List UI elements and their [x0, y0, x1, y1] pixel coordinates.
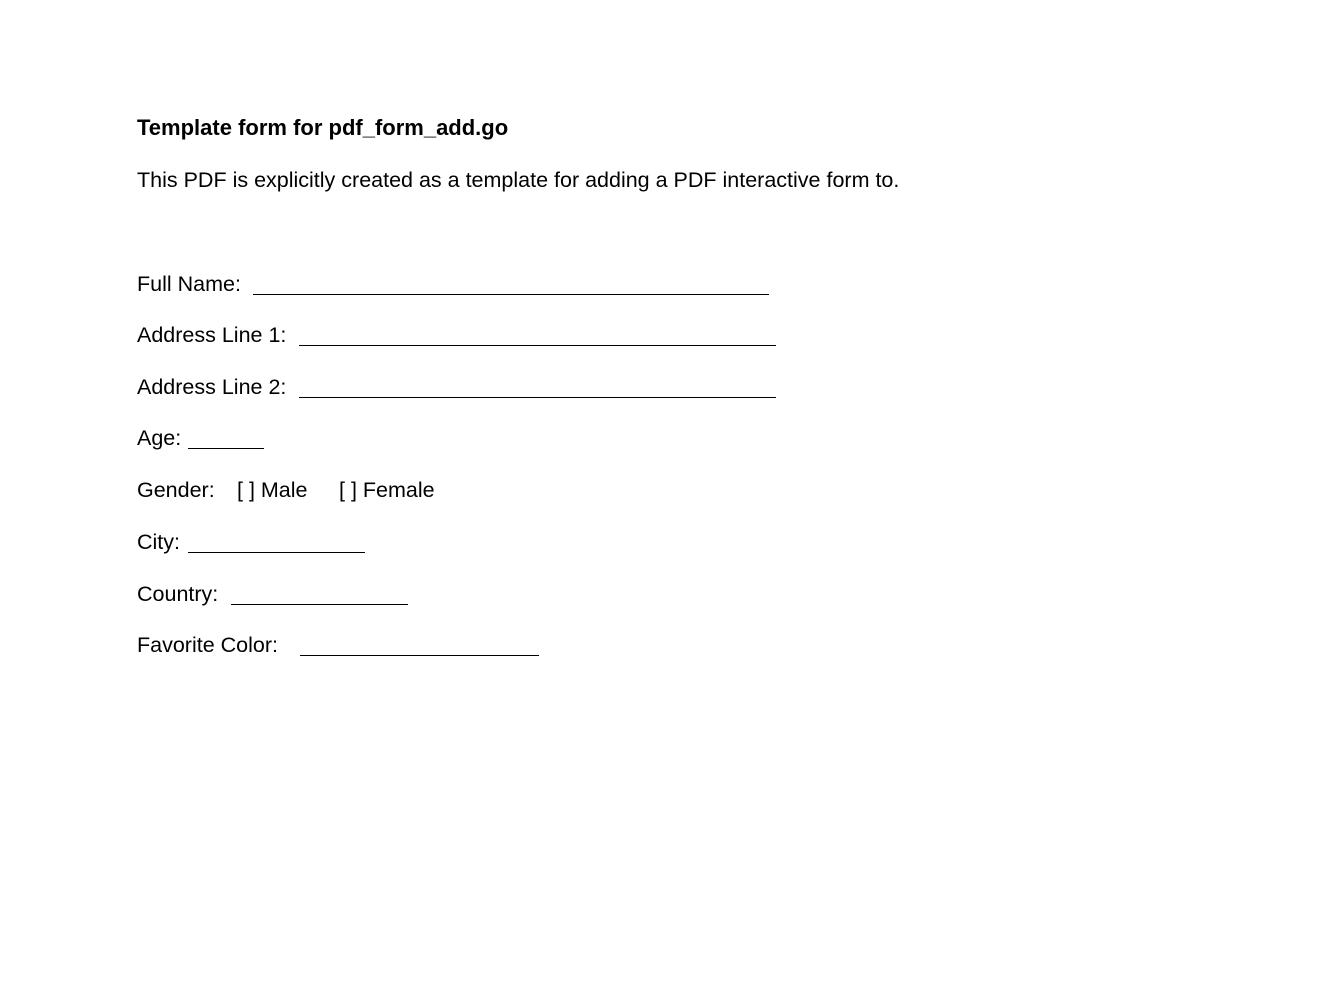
full-name-blank[interactable]: [253, 294, 769, 295]
city-blank[interactable]: [188, 552, 365, 553]
favorite-color-blank[interactable]: [300, 655, 539, 656]
gender-option-male[interactable]: [ ] Male: [237, 478, 308, 502]
address-line-2-row: [137, 373, 286, 403]
age-row: [137, 424, 181, 454]
favorite-color-row: [137, 631, 278, 661]
document-intro: This PDF is explicitly created as a template for adding a PDF interactive form to.: [137, 168, 900, 192]
country-row: [137, 580, 218, 610]
gender-label: Gender:: [137, 478, 215, 502]
favorite-color-label: Favorite Color:: [137, 633, 278, 657]
country-label: Country:: [137, 582, 219, 606]
city-row: [137, 528, 180, 558]
age-blank[interactable]: [188, 448, 264, 449]
address-line-1-row: [137, 321, 286, 351]
full-name-row: [137, 270, 241, 300]
age-label: Age:: [137, 426, 182, 450]
country-blank[interactable]: [231, 604, 408, 605]
address-line-1-label: Address Line 1:: [137, 323, 287, 347]
address-line-2-blank[interactable]: [299, 397, 776, 398]
document-title: Template form for pdf_form_add.go: [137, 115, 509, 140]
gender-option-female[interactable]: [ ] Female: [339, 478, 435, 502]
address-line-2-label: Address Line 2:: [137, 375, 287, 399]
full-name-label: Full Name:: [137, 272, 241, 296]
city-label: City:: [137, 530, 180, 554]
address-line-1-blank[interactable]: [299, 345, 776, 346]
gender-row: [137, 476, 467, 506]
